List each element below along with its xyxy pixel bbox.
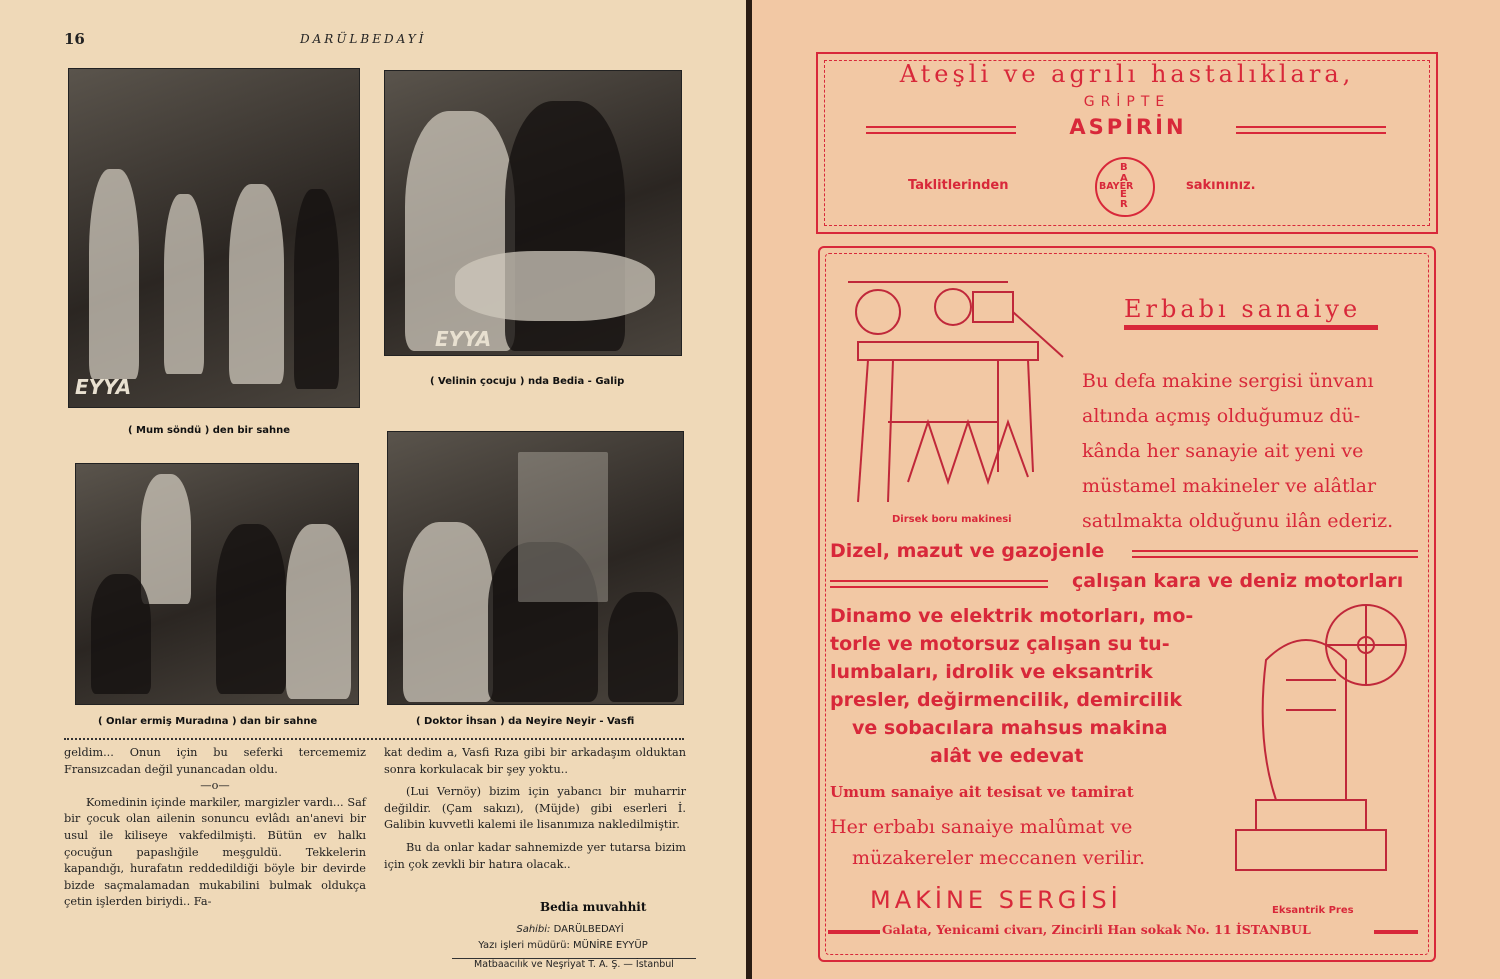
paragraph: kat dedim a, Vasfi Rıza gibi bir arkadaşım olduktan sonra korkulacak bir şey yoktu.. <box>384 746 686 776</box>
photo-watermark: EYYA <box>75 375 132 399</box>
imprint-printer: Matbaacılık ve Neşriyat T. A. Ş. — İstanbul <box>452 958 696 970</box>
photo-doktor-ihsan <box>387 431 684 705</box>
paragraph: (Lui Vernöy) bizim için yabancı bir muharrir değildir. (Çam sakızı), (Müjde) gibi eserleri İ. Galibin kuvvetli kalemi ile lisanımıza nakledilmiştir. <box>384 785 686 832</box>
photo-velinin-cocugu <box>384 70 682 356</box>
address-rule <box>1374 930 1418 934</box>
photo-caption: ( Velinin çocuju ) nda Bedia - Galip <box>430 376 625 387</box>
ad-intro: Bu defa makine sergisi ünvanı altında açmış olduğumuz dü- kânda her sanayie ait yeni ve müstamel makineler ve alâtlar satılmakta olduğunu ilân ederiz. <box>1082 370 1394 532</box>
title-underline <box>1124 325 1378 330</box>
address: Galata, Yenicami civarı, Zincirli Han sokak No. 11 İSTANBUL <box>882 922 1311 937</box>
machine1-caption: Dirsek boru makinesi <box>892 514 1012 525</box>
photo-caption: ( Mum söndü ) den bir sahne <box>128 425 291 436</box>
double-rule <box>830 580 1048 588</box>
aspirin-warning-right: sakınınız. <box>1186 178 1256 193</box>
page-number: 16 <box>64 30 85 48</box>
article-column-1 <box>64 745 366 911</box>
aspirin-warning-left: Taklitlerinden <box>908 178 1009 193</box>
motors-line-1: Dizel, mazut ve gazojenle <box>830 540 1105 562</box>
paragraph: geldim... Onun için bu seferki tercememiz Fransızcadan değil yunancadan oldu. <box>64 746 366 776</box>
paragraph: Bu da onlar kadar sahnemizde yer tutarsa bizim için çok zevkli bir hatıra olacak.. <box>384 840 686 871</box>
separator: —o— <box>200 779 230 793</box>
double-rule <box>1236 126 1386 134</box>
paragraph: Komedinin içinde markiler, margizler vardı... Saf bir çocuk olan ailenin sonuncu evlâdı an'anevi bir usul ile kiliseye vakfedilmişti. Bütün ev halkı çocuğun papaslığile meşguldü. Tekkelerin kapandığı, hurafatın reddedildiği böyle bir devirde bizde saçmalamadan mukabilini bulmak oldukça çetin işlerden biriydi.. Fa- <box>64 795 366 909</box>
product-list: Dinamo ve elektrik motorları, mo- torle ve motorsuz çalışan su tu- lumbaları, idrolik ve eksantrik presler, değirmencilik, demircilik ve sobacılara mahsus makina alât ve edevat <box>830 605 1194 767</box>
photo-watermark: EYYA <box>435 327 492 351</box>
article-column-2 <box>384 745 686 873</box>
aspirin-gripte: GRİPTE <box>1083 94 1171 110</box>
double-rule <box>1132 550 1418 558</box>
author-signature: Bedia muvahhit <box>540 900 647 914</box>
aspirin-headline: Ateşli ve agrılı hastalıklara, <box>899 60 1355 88</box>
photo-caption: ( Onlar ermiş Muradına ) dan bir sahne <box>98 716 318 727</box>
lathe-machine-illustration <box>848 272 1070 512</box>
info-text: Her erbabı sanaiye malûmat ve müzakereler meccanen verilir. <box>830 816 1146 869</box>
aspirin-product: ASPİRİN <box>1069 115 1187 139</box>
divider <box>64 738 684 740</box>
imprint-owner: Sahibi: DARÜLBEDAYİ <box>516 924 624 935</box>
ad-title: Erbabı sanaiye <box>1124 295 1362 323</box>
machine2-caption: Eksantrik Pres <box>1272 905 1354 916</box>
imprint-editor: Yazı işleri müdürü: MÜNİRE EYYÜP <box>478 940 648 951</box>
service-line: Umum sanaiye ait tesisat ve tamirat <box>830 783 1134 801</box>
press-machine-illustration <box>1216 600 1416 900</box>
motors-line-2: çalışan kara ve deniz motorları <box>1072 570 1404 592</box>
photo-onlar-ermis <box>75 463 359 705</box>
brand-name: MAKİNE SERGİSİ <box>870 886 1122 914</box>
address-rule <box>828 930 880 934</box>
photo-mum-sondu <box>68 68 360 408</box>
bayer-cross-logo: B A BAYER E R <box>1095 157 1155 217</box>
photo-caption: ( Doktor İhsan ) da Neyire Neyir - Vasfi <box>416 716 635 727</box>
double-rule <box>866 126 1016 134</box>
running-head: DARÜLBEDAYİ <box>300 32 427 46</box>
